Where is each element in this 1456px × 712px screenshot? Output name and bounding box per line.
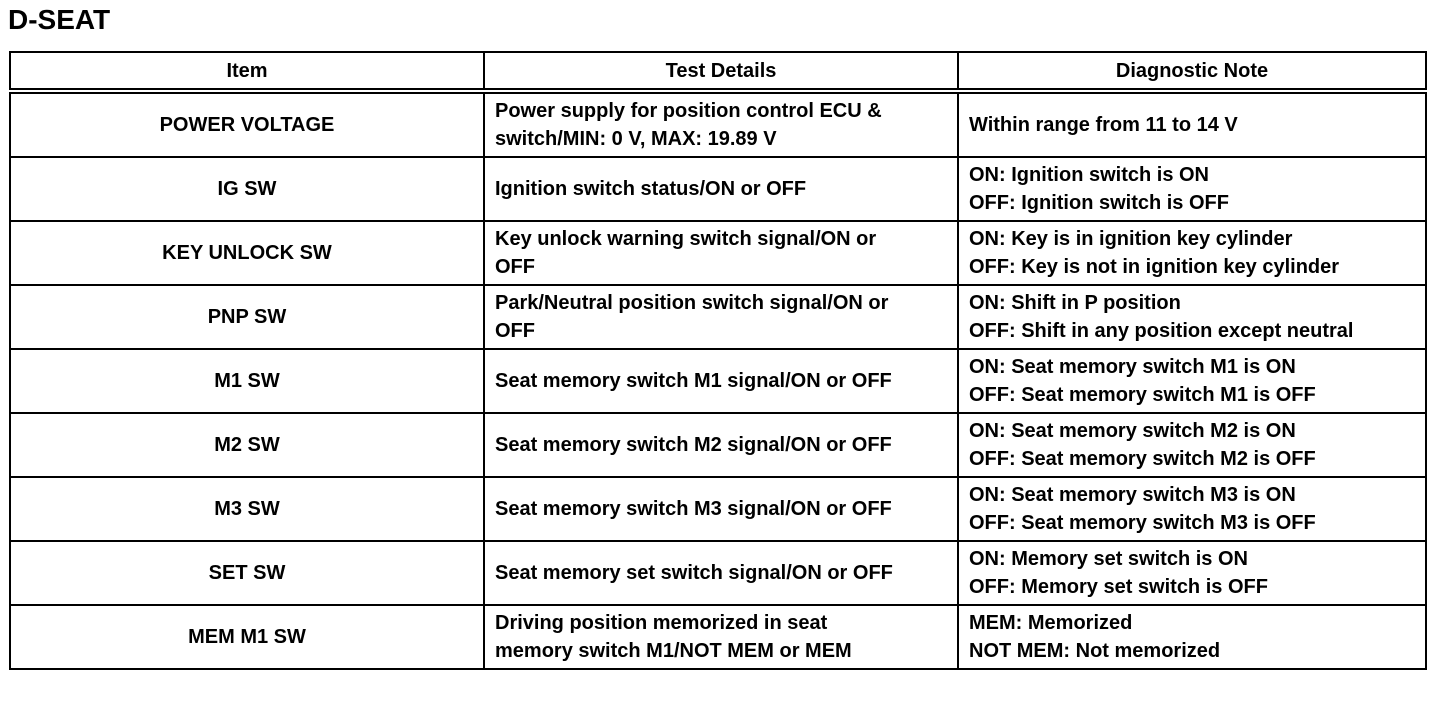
test-details-cell xyxy=(484,349,958,413)
test-details-line: Seat memory switch M1 signal/ON or OFF xyxy=(495,370,892,392)
diagnostic-note-line: OFF: Shift in any position except neutral xyxy=(969,320,1354,342)
diagnostic-note-line: ON: Memory set switch is ON xyxy=(969,548,1248,570)
diagnostic-note-line: OFF: Ignition switch is OFF xyxy=(969,192,1229,214)
diagnostic-note-cell xyxy=(958,157,1426,221)
diagnostic-note-cell xyxy=(958,349,1426,413)
diagnostic-note-line: ON: Shift in P position xyxy=(969,292,1181,314)
test-details-line: Park/Neutral position switch signal/ON or xyxy=(495,292,889,314)
page-title: D-SEAT xyxy=(8,4,111,35)
test-details-line: Seat memory set switch signal/ON or OFF xyxy=(495,562,893,584)
test-details-cell xyxy=(484,477,958,541)
table-row xyxy=(10,349,1426,413)
diagnostic-note-line: Within range from 11 to 14 V xyxy=(969,114,1238,136)
diagnostic-note-cell xyxy=(958,541,1426,605)
diagnostic-note-line: OFF: Seat memory switch M3 is OFF xyxy=(969,512,1316,534)
item-cell: POWER VOLTAGE xyxy=(10,91,484,157)
diagnostic-note-line: NOT MEM: Not memorized xyxy=(969,640,1221,662)
diagnostic-note-cell xyxy=(958,91,1426,157)
diagnostic-note-line: OFF: Memory set switch is OFF xyxy=(969,576,1268,598)
diagnostic-note-line: MEM: Memorized xyxy=(969,612,1133,634)
item-cell: M2 SW xyxy=(10,413,484,477)
diagnostic-note-cell xyxy=(958,285,1426,349)
table-row xyxy=(10,413,1426,477)
test-details-line: switch/MIN: 0 V, MAX: 19.89 V xyxy=(495,128,777,150)
table-row xyxy=(10,541,1426,605)
test-details-line: Ignition switch status/ON or OFF xyxy=(495,178,807,200)
table-header-row xyxy=(10,52,1426,91)
test-details-line: OFF xyxy=(495,256,535,278)
test-details-cell xyxy=(484,91,958,157)
test-details-line: Seat memory switch M2 signal/ON or OFF xyxy=(495,434,892,456)
item-cell: MEM M1 SW xyxy=(10,605,484,669)
test-details-line: Seat memory switch M3 signal/ON or OFF xyxy=(495,498,892,520)
test-details-cell xyxy=(484,285,958,349)
test-details-cell xyxy=(484,413,958,477)
test-details-cell xyxy=(484,221,958,285)
table-row xyxy=(10,285,1426,349)
diagnostic-note-cell xyxy=(958,477,1426,541)
item-cell: SET SW xyxy=(10,541,484,605)
table-row xyxy=(10,221,1426,285)
table-body xyxy=(10,91,1426,669)
diagnostic-note-line: ON: Ignition switch is ON xyxy=(969,164,1209,186)
item-cell: KEY UNLOCK SW xyxy=(10,221,484,285)
diagnostic-note-line: ON: Key is in ignition key cylinder xyxy=(969,228,1293,250)
test-details-cell xyxy=(484,541,958,605)
item-cell: IG SW xyxy=(10,157,484,221)
test-details-cell xyxy=(484,605,958,669)
diagnostic-note-cell xyxy=(958,413,1426,477)
diagnostic-note-cell xyxy=(958,605,1426,669)
test-details-line: Key unlock warning switch signal/ON or xyxy=(495,228,877,250)
test-details-line: Power supply for position control ECU & xyxy=(495,100,882,122)
item-cell: M3 SW xyxy=(10,477,484,541)
column-header-item: Item xyxy=(10,52,484,91)
diagnostic-note-line: ON: Seat memory switch M3 is ON xyxy=(969,484,1296,506)
test-details-line: OFF xyxy=(495,320,535,342)
column-header-diagnostic-note: Diagnostic Note xyxy=(958,52,1426,91)
item-cell: PNP SW xyxy=(10,285,484,349)
table-row xyxy=(10,157,1426,221)
diagnostic-note-line: ON: Seat memory switch M1 is ON xyxy=(969,356,1296,378)
diagnostic-note-line: OFF: Seat memory switch M1 is OFF xyxy=(969,384,1316,406)
diagnostic-note-cell xyxy=(958,221,1426,285)
item-cell: M1 SW xyxy=(10,349,484,413)
diagnostic-note-line: OFF: Seat memory switch M2 is OFF xyxy=(969,448,1316,470)
diagnostic-table xyxy=(9,51,1427,670)
diagnostic-note-line: ON: Seat memory switch M2 is ON xyxy=(969,420,1296,442)
table-row xyxy=(10,477,1426,541)
test-details-line: memory switch M1/NOT MEM or MEM xyxy=(495,640,852,662)
column-header-test-details: Test Details xyxy=(484,52,958,91)
test-details-line: Driving position memorized in seat xyxy=(495,612,828,634)
table-row xyxy=(10,605,1426,669)
test-details-cell xyxy=(484,157,958,221)
diagnostic-note-line: OFF: Key is not in ignition key cylinder xyxy=(969,256,1340,278)
table-row xyxy=(10,91,1426,157)
